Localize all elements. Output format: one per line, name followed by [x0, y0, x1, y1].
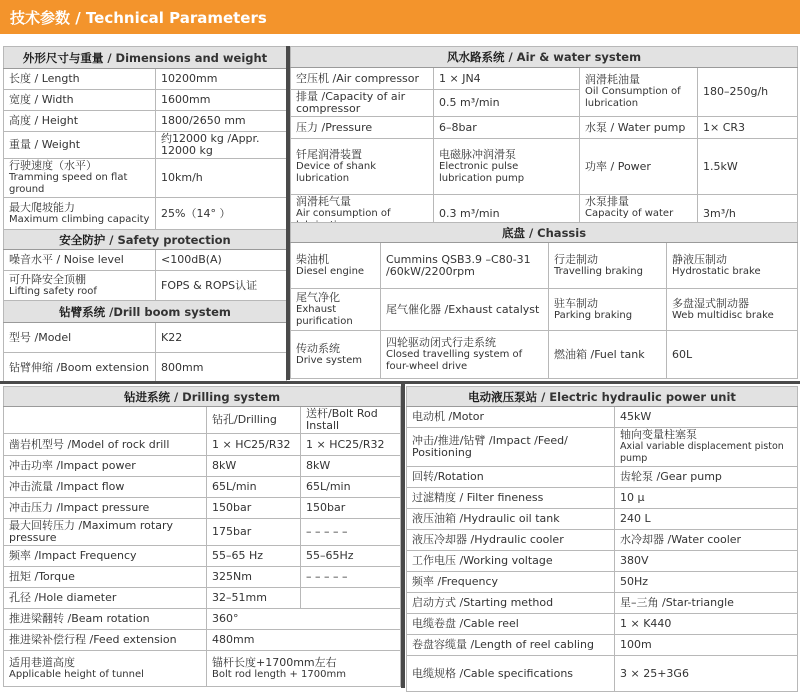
boom-label: 钻臂伸缩 /Boom extension — [4, 353, 156, 383]
drill-value: 325Nm — [207, 567, 301, 588]
chassis-value: 四轮驱动闭式行走系统 Closed travelling system of four-wheel drive — [381, 331, 549, 379]
label-zh: 钎尾润滑装置 — [296, 147, 362, 161]
label-en: Maximum climbing capacity — [9, 213, 150, 225]
vertical-divider-upper — [286, 46, 290, 380]
dim-label: 高度 / Height — [4, 111, 156, 132]
chassis-value: 60L — [667, 331, 798, 379]
air-water-table — [290, 46, 798, 234]
bolt-value: 1 × HC25/R32 — [301, 434, 401, 456]
safety-label: 噪音水平 / Noise level — [4, 250, 156, 271]
power-label: 卷盘容缆量 /Length of reel cabling — [407, 635, 615, 656]
water-label — [580, 68, 698, 117]
dimensions-table — [3, 46, 287, 383]
chassis-value: 静液压制动 Hydrostatic brake — [667, 243, 798, 289]
air-label — [291, 139, 434, 195]
dim-value: 10km/h — [156, 159, 287, 198]
label-en: Tramming speed on flat ground — [9, 172, 128, 195]
power-value: 50Hz — [615, 572, 798, 593]
water-value: 1× CR3 — [698, 117, 798, 139]
power-value: 1 × K440 — [615, 614, 798, 635]
drill-label: 孔径 /Hole diameter — [4, 588, 207, 609]
power-label: 电动机 /Motor — [407, 407, 615, 428]
air-value: 6–8bar — [434, 117, 580, 139]
water-label: 水泵 / Water pump — [580, 117, 698, 139]
drill-label: 冲击流量 /Impact flow — [4, 477, 207, 498]
power-label: 冲击/推进/钻臂 /Impact /Feed/ Positioning — [407, 428, 615, 467]
drilling-col-header: 钻孔/Drilling — [207, 407, 301, 434]
drill-label: 扭矩 /Torque — [4, 567, 207, 588]
boom-label: 型号 /Model — [4, 323, 156, 353]
value-en: Electronic pulse lubrication pump — [439, 160, 525, 184]
boom-value: 800mm — [156, 353, 287, 383]
water-label: 功率 / Power — [580, 139, 698, 195]
drill-value: 55–65 Hz — [207, 546, 301, 567]
dim-label — [4, 159, 156, 198]
label-zh: 最大爬坡能力 — [9, 200, 75, 214]
bolt-value: 55–65Hz — [301, 546, 401, 567]
power-value: 100m — [615, 635, 798, 656]
drill-value: 锚杆长度+1700mm左右 Bolt rod length + 1700mm — [207, 651, 401, 687]
drilling-corner — [4, 407, 207, 434]
value-zh: 电磁脉冲润滑泵 — [439, 147, 516, 161]
air-value: 0.3 m³/min — [434, 195, 580, 234]
label-zh: 水泵排量 — [585, 195, 629, 208]
bolt-value: 65L/min — [301, 477, 401, 498]
bolt-value: – – – – – — [301, 567, 401, 588]
chassis-label: 传动系统 Drive system — [291, 331, 381, 379]
chassis-label: 尾气净化 Exhaust purification — [291, 289, 381, 331]
drill-label: 推进梁补偿行程 /Feed extension — [4, 630, 207, 651]
chassis-value: Cummins QSB3.9 –C80-31 /60kW/2200rpm — [381, 243, 549, 289]
drill-label: 冲击功率 /Impact power — [4, 456, 207, 477]
dim-value: 1800/2650 mm — [156, 111, 287, 132]
chassis-label: 行走制动 Travelling braking — [549, 243, 667, 289]
dim-value: 1600mm — [156, 90, 287, 111]
drilling-table — [3, 386, 401, 687]
label-zh: 可升降安全顶棚 — [9, 272, 86, 286]
dim-value: 约12000 kg /Appr. 12000 kg — [156, 132, 287, 159]
drill-label: 适用巷道高度 Applicable height of tunnel — [4, 651, 207, 687]
chassis-label: 燃油箱 /Fuel tank — [549, 331, 667, 379]
drill-value: 360° — [207, 609, 401, 630]
vertical-divider-lower — [401, 384, 405, 688]
bolt-value: – – – – – — [301, 519, 401, 546]
power-value: 380V — [615, 551, 798, 572]
safety-header: 安全防护 / Safety protection — [4, 230, 287, 250]
water-value: 3m³/h — [698, 195, 798, 234]
drilling-header: 钻进系统 / Drilling system — [4, 387, 401, 407]
bolt-col-header: 送杆/Bolt Rod Install — [301, 407, 401, 434]
dim-value: 25%（14° ） — [156, 198, 287, 230]
drill-value: 1 × HC25/R32 — [207, 434, 301, 456]
air-label: 排量 /Capacity of air compressor — [291, 90, 434, 117]
power-label: 频率 /Frequency — [407, 572, 615, 593]
safety-value: <100dB(A) — [156, 250, 287, 271]
power-label: 液压油箱 /Hydraulic oil tank — [407, 509, 615, 530]
drill-label: 冲击压力 /Impact pressure — [4, 498, 207, 519]
bolt-value: 150bar — [301, 498, 401, 519]
power-label: 电缆规格 /Cable specifications — [407, 656, 615, 692]
air-label: 压力 /Pressure — [291, 117, 434, 139]
power-value: 齿轮泵 /Gear pump — [615, 467, 798, 488]
power-value: 240 L — [615, 509, 798, 530]
chassis-label: 驻车制动 Parking braking — [549, 289, 667, 331]
dim-value: 10200mm — [156, 69, 287, 90]
label-zh: 行驶速度（水平） — [9, 159, 97, 172]
drill-label: 凿岩机型号 /Model of rock drill — [4, 434, 207, 456]
air-water-header: 风水路系统 / Air & water system — [291, 47, 798, 68]
power-unit-header: 电动液压泵站 / Electric hydraulic power unit — [407, 387, 798, 407]
water-value: 1.5kW — [698, 139, 798, 195]
label-zh: 润滑耗油量 — [585, 73, 640, 86]
power-value: 10 μ — [615, 488, 798, 509]
banner-title: 技术参数 / Technical Parameters — [10, 9, 267, 27]
label-en: Lifting safety roof — [9, 285, 97, 297]
drill-label: 推进梁翻转 /Beam rotation — [4, 609, 207, 630]
dim-label: 重量 / Weight — [4, 132, 156, 159]
bolt-value: 8kW — [301, 456, 401, 477]
drill-value: 480mm — [207, 630, 401, 651]
power-value: 轴向变量柱塞泵 Axial variable displacement piston pump — [615, 428, 798, 467]
chassis-table — [290, 222, 798, 379]
air-value: 0.5 m³/min — [434, 90, 580, 117]
chassis-value: 多盘湿式制动器 Web multidisc brake — [667, 289, 798, 331]
drill-label: 频率 /Impact Frequency — [4, 546, 207, 567]
bolt-value — [301, 588, 401, 609]
label-en: Device of shank lubrication — [296, 160, 376, 184]
label-en: Oil Consumption of lubrication — [585, 86, 681, 109]
drill-value: 150bar — [207, 498, 301, 519]
label-en: Capacity of water — [585, 208, 674, 219]
power-label: 过滤精度 / Filter fineness — [407, 488, 615, 509]
horizontal-divider — [0, 381, 800, 384]
drill-value: 32–51mm — [207, 588, 301, 609]
drill-value: 65L/min — [207, 477, 301, 498]
power-label: 电缆卷盘 /Cable reel — [407, 614, 615, 635]
drill-label: 最大回转压力 /Maximum rotary pressure — [4, 519, 207, 546]
power-value: 45kW — [615, 407, 798, 428]
power-label: 液压冷却器 /Hydraulic cooler — [407, 530, 615, 551]
chassis-value: 尾气催化器 /Exhaust catalyst — [381, 289, 549, 331]
power-value: 星–三角 /Star-triangle — [615, 593, 798, 614]
air-value — [434, 139, 580, 195]
power-unit-table — [406, 386, 798, 692]
label-zh: 润滑耗气量 — [296, 195, 351, 208]
boom-value: K22 — [156, 323, 287, 353]
air-label: 空压机 /Air compressor — [291, 68, 434, 90]
dimensions-header: 外形尺寸与重量 / Dimensions and weight — [4, 47, 287, 69]
power-label: 工作电压 /Working voltage — [407, 551, 615, 572]
power-label: 启动方式 /Starting method — [407, 593, 615, 614]
label-en: Air consumption of — [296, 208, 391, 219]
safety-value: FOPS & ROPS认证 — [156, 271, 287, 301]
dim-label — [4, 198, 156, 230]
drill-value: 175bar — [207, 519, 301, 546]
air-value: 1 × JN4 — [434, 68, 580, 90]
power-label: 回转/Rotation — [407, 467, 615, 488]
power-value: 水冷却器 /Water cooler — [615, 530, 798, 551]
chassis-label: 柴油机 Diesel engine — [291, 243, 381, 289]
safety-label — [4, 271, 156, 301]
power-value: 3 × 25+3G6 — [615, 656, 798, 692]
drill-value: 8kW — [207, 456, 301, 477]
title-banner — [0, 0, 800, 34]
dim-label: 宽度 / Width — [4, 90, 156, 111]
dim-label: 长度 / Length — [4, 69, 156, 90]
chassis-header: 底盘 / Chassis — [291, 223, 798, 243]
boom-header: 钻臂系统 /Drill boom system — [4, 301, 287, 323]
water-value: 180–250g/h — [698, 68, 798, 117]
